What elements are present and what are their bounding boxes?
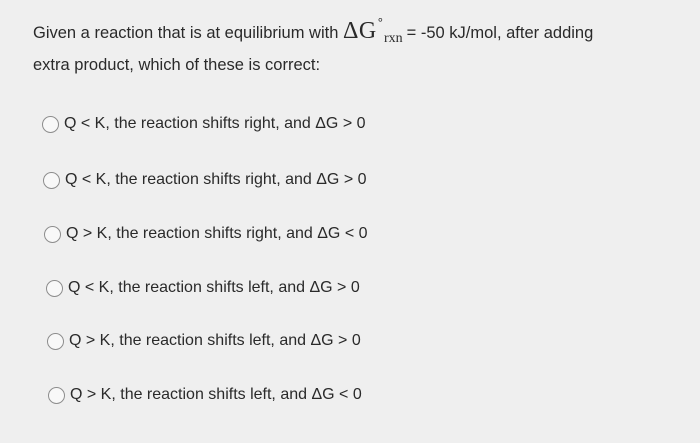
answer-option-label: Q < K, the reaction shifts left, and ΔG > 0 bbox=[68, 279, 360, 296]
answer-option-4[interactable] bbox=[46, 276, 360, 300]
radio-button-icon[interactable] bbox=[47, 333, 64, 350]
answer-option-label: Q > K, the reaction shifts left, and ΔG < 0 bbox=[70, 386, 362, 403]
answer-option-label: Q < K, the reaction shifts right, and ΔG > 0 bbox=[64, 115, 366, 132]
radio-button-icon[interactable] bbox=[43, 172, 60, 189]
answer-option-3[interactable] bbox=[44, 222, 368, 246]
degree-mark: ° bbox=[377, 15, 383, 30]
question-line-2: extra product, which of these is correct: bbox=[33, 56, 321, 74]
question-intro: Given a reaction that is at equilibrium with bbox=[33, 24, 339, 42]
answer-option-6[interactable] bbox=[48, 383, 362, 407]
radio-button-icon[interactable] bbox=[48, 387, 65, 404]
radio-button-icon[interactable] bbox=[44, 226, 61, 243]
rxn-subscript: rxn bbox=[383, 31, 403, 46]
answer-option-label: Q < K, the reaction shifts right, and ΔG > 0 bbox=[65, 171, 367, 188]
delta-g-symbol: ΔG bbox=[343, 18, 377, 44]
answer-option-5[interactable] bbox=[47, 329, 361, 353]
radio-button-icon[interactable] bbox=[42, 116, 59, 133]
answer-option-2[interactable] bbox=[43, 168, 367, 192]
radio-button-icon[interactable] bbox=[46, 280, 63, 297]
answer-option-label: Q > K, the reaction shifts right, and ΔG < 0 bbox=[66, 225, 368, 242]
question-text bbox=[33, 9, 673, 79]
delta-g-value: = -50 kJ/mol, after adding bbox=[406, 24, 594, 42]
question-line-1 bbox=[33, 9, 673, 52]
answer-option-label: Q > K, the reaction shifts left, and ΔG > 0 bbox=[69, 332, 361, 349]
answer-option-1[interactable] bbox=[42, 112, 366, 136]
